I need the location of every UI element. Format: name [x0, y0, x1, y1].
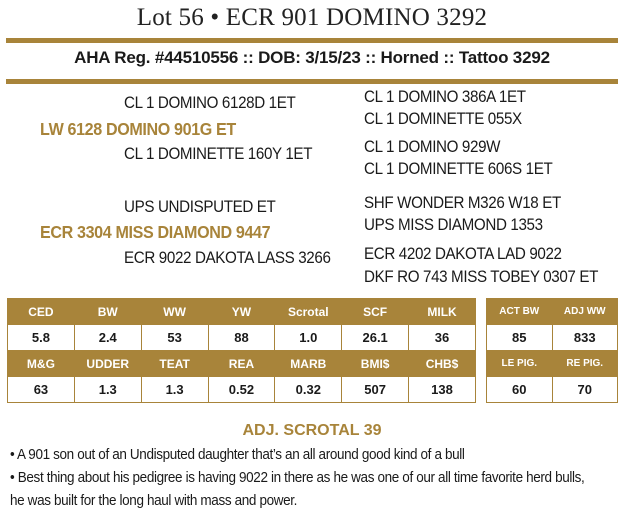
epd-value: 5.8 [8, 325, 75, 351]
epd-header: CHB$ [409, 351, 476, 377]
epd-header: WW [141, 299, 208, 325]
epd-header-row-1 [8, 299, 476, 325]
epd-header: M&G [8, 351, 75, 377]
epd-value-row-1 [8, 325, 476, 351]
performance-table [486, 298, 618, 403]
note-line: he was built for the long haul with mass and power. [10, 492, 298, 509]
dam-dam-sire: ECR 4202 DAKOTA LAD 9022 [364, 245, 562, 263]
perf-value-row-1 [487, 325, 618, 351]
epd-header: BW [74, 299, 141, 325]
dam-dam-dam: DKF RO 743 MISS TOBEY 0307 ET [364, 268, 599, 286]
perf-value: 85 [487, 325, 553, 351]
epd-value: 53 [141, 325, 208, 351]
perf-header: ACT BW [487, 299, 553, 325]
epd-value: 1.3 [74, 377, 141, 403]
perf-value: 70 [552, 377, 618, 403]
lot-title: Lot 56 • ECR 901 DOMINO 3292 [136, 4, 488, 31]
sire-sire-dam: CL 1 DOMINETTE 055X [364, 110, 522, 128]
epd-header-row-2 [8, 351, 476, 377]
epd-value: 0.52 [208, 377, 275, 403]
epd-header: SCF [342, 299, 409, 325]
perf-value: 60 [487, 377, 553, 403]
dam-sire: UPS UNDISPUTED ET [124, 198, 276, 216]
perf-header: LE PIG. [487, 351, 553, 377]
registration-line: AHA Reg. #44510556 :: DOB: 3/15/23 :: Horned :: Tattoo 3292 [74, 48, 550, 67]
top-divider [6, 38, 618, 43]
perf-header-row-2 [487, 351, 618, 377]
epd-header: REA [208, 351, 275, 377]
epd-header: BMI$ [342, 351, 409, 377]
sire-sire-sire: CL 1 DOMINO 386A 1ET [364, 88, 526, 106]
epd-header: TEAT [141, 351, 208, 377]
epd-value: 88 [208, 325, 275, 351]
perf-value-row-2 [487, 377, 618, 403]
epd-table [7, 298, 476, 403]
epd-header: MILK [409, 299, 476, 325]
note-line: • A 901 son out of an Undisputed daughter that’s an all around good kind of a bull [10, 446, 465, 463]
epd-header: UDDER [74, 351, 141, 377]
perf-header: RE PIG. [552, 351, 618, 377]
epd-value: 0.32 [275, 377, 342, 403]
epd-value: 26.1 [342, 325, 409, 351]
epd-value: 507 [342, 377, 409, 403]
dam-dam: ECR 9022 DAKOTA LASS 3266 [124, 249, 331, 267]
epd-value: 36 [409, 325, 476, 351]
epd-value-row-2 [8, 377, 476, 403]
epd-value: 1.0 [275, 325, 342, 351]
epd-value: 2.4 [74, 325, 141, 351]
adj-scrotal: ADJ. SCROTAL 39 [242, 422, 382, 439]
sire-dam: CL 1 DOMINETTE 160Y 1ET [124, 145, 313, 163]
epd-header: Scrotal [275, 299, 342, 325]
epd-header: YW [208, 299, 275, 325]
registration-divider [6, 79, 618, 84]
dam: ECR 3304 MISS DIAMOND 9447 [40, 222, 271, 242]
sire-dam-dam: CL 1 DOMINETTE 606S 1ET [364, 160, 553, 178]
epd-header: MARB [275, 351, 342, 377]
epd-header: CED [8, 299, 75, 325]
perf-header-row-1 [487, 299, 618, 325]
epd-value: 1.3 [141, 377, 208, 403]
sire: LW 6128 DOMINO 901G ET [40, 119, 236, 139]
perf-header: ADJ WW [552, 299, 618, 325]
epd-value: 138 [409, 377, 476, 403]
note-line: • Best thing about his pedigree is having 9022 in there as he was one of our all time favorite herd bulls, [10, 469, 585, 486]
sire-dam-sire: CL 1 DOMINO 929W [364, 138, 501, 156]
perf-value: 833 [552, 325, 618, 351]
dam-sire-dam: UPS MISS DIAMOND 1353 [364, 216, 543, 234]
epd-value: 63 [8, 377, 75, 403]
dam-sire-sire: SHF WONDER M326 W18 ET [364, 194, 561, 212]
notes [10, 443, 622, 512]
sire-sire: CL 1 DOMINO 6128D 1ET [124, 94, 296, 112]
